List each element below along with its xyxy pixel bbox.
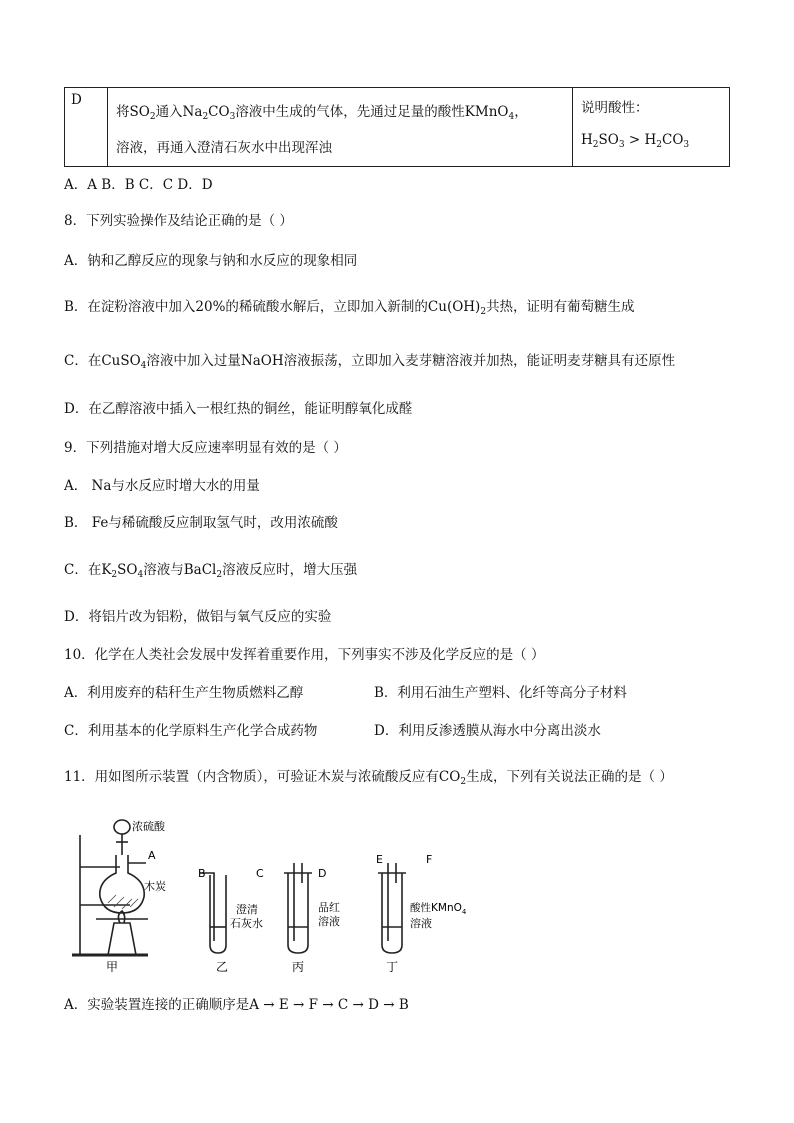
label-bing: 丙 — [292, 960, 305, 974]
funnel-bulb — [114, 820, 130, 834]
table-row — [65, 88, 730, 167]
label-a: A — [148, 849, 156, 862]
label-d: D — [318, 867, 327, 880]
row-conclusion: 说明酸性： $H_2SO_3 > H_2CO_3$ — [573, 88, 730, 167]
label-pinhong-2: 溶液 — [318, 915, 340, 928]
q9-stem: 9．下列措施对增大反应速率明显有效的是（ ） — [64, 440, 347, 456]
label-kmno4-2: 溶液 — [410, 917, 432, 930]
label-jia: 甲 — [106, 960, 119, 974]
q8-option-d: D．在乙醇溶液中插入一根红热的铜丝，能证明醇氧化成醛 — [64, 401, 413, 417]
label-ding: 丁 — [386, 960, 399, 974]
q10-stem: 10．化学在人类社会发展中发挥着重要作用，下列事实不涉及化学反应的是（ ） — [64, 647, 545, 663]
q11-stem: 11．用如图所示装置（内含物质），可验证木炭与浓硫酸反应有$CO_2$生成，下列有关说法正确的是（ ） — [64, 769, 673, 787]
tube-bing — [288, 873, 308, 953]
tube-ding — [382, 873, 402, 953]
label-yi: 乙 — [216, 960, 229, 974]
q9-option-b: B． Fe与稀硫酸反应制取氢气时，改用浓硫酸 — [64, 515, 338, 531]
q10-option-a: A．利用废弃的秸秆生产生物质燃料乙醇 — [64, 685, 304, 701]
row-letter: D — [65, 88, 108, 167]
apparatus-figure — [60, 815, 467, 975]
q9-option-d: D．将铝片改为铝粉，做铝与氧气反应的实验 — [64, 609, 332, 625]
q8-option-c: C．在CuSO$_4$溶液中加入过量NaOH溶液振荡，立即加入麦芽糖溶液并加热，能证明麦芽糖具有还原性 — [64, 353, 676, 371]
tube-yi — [210, 875, 226, 953]
q10-option-d: D．利用反渗透膜从海水中分离出淡水 — [374, 723, 601, 739]
q10-option-c: C．利用基本的化学原料生产化学合成药物 — [64, 723, 318, 739]
label-carbon: 木炭 — [144, 880, 166, 893]
label-f: F — [426, 853, 433, 866]
label-acid: 浓硫酸 — [132, 820, 165, 833]
label-limewater-1: 澄清 — [236, 903, 258, 916]
label-c: C — [256, 867, 264, 880]
label-limewater-2: 石灰水 — [230, 917, 263, 930]
row-description: 将$SO_2$通入$Na_2CO_3$溶液中生成的气体，先通过足量的酸性KMnO$_4$， 溶液，再通入澄清石灰水中出现浑浊 — [108, 88, 573, 167]
q8-option-b: B．在淀粉溶液中加入20%的稀硫酸水解后，立即加入新制的$Cu(OH)_2$共热，证明有葡萄糖生成 — [64, 299, 635, 317]
q7-options: A．A B．B C．C D．D — [64, 177, 213, 193]
q9-option-a: A． Na与水反应时增大水的用量 — [64, 478, 260, 494]
q11-option-a: A．实验装置连接的正确顺序是A → E → F → C → D → B — [64, 997, 409, 1013]
label-b: B — [198, 867, 206, 880]
q9-option-c: C．在$K_2SO_4$溶液与BaCl$_2$溶液反应时，增大压强 — [64, 562, 358, 580]
q8-stem: 8．下列实验操作及结论正确的是（ ） — [64, 213, 293, 229]
label-e: E — [376, 853, 383, 866]
label-pinhong-1: 品红 — [318, 901, 340, 914]
label-kmno4-1: 酸性KMnO$_4$ — [410, 902, 467, 916]
q10-option-b: B．利用石油生产塑料、化纤等高分子材料 — [374, 685, 627, 701]
option-table — [64, 87, 730, 167]
q8-option-a: A．钠和乙醇反应的现象与钠和水反应的现象相同 — [64, 253, 358, 269]
burner — [108, 923, 136, 955]
